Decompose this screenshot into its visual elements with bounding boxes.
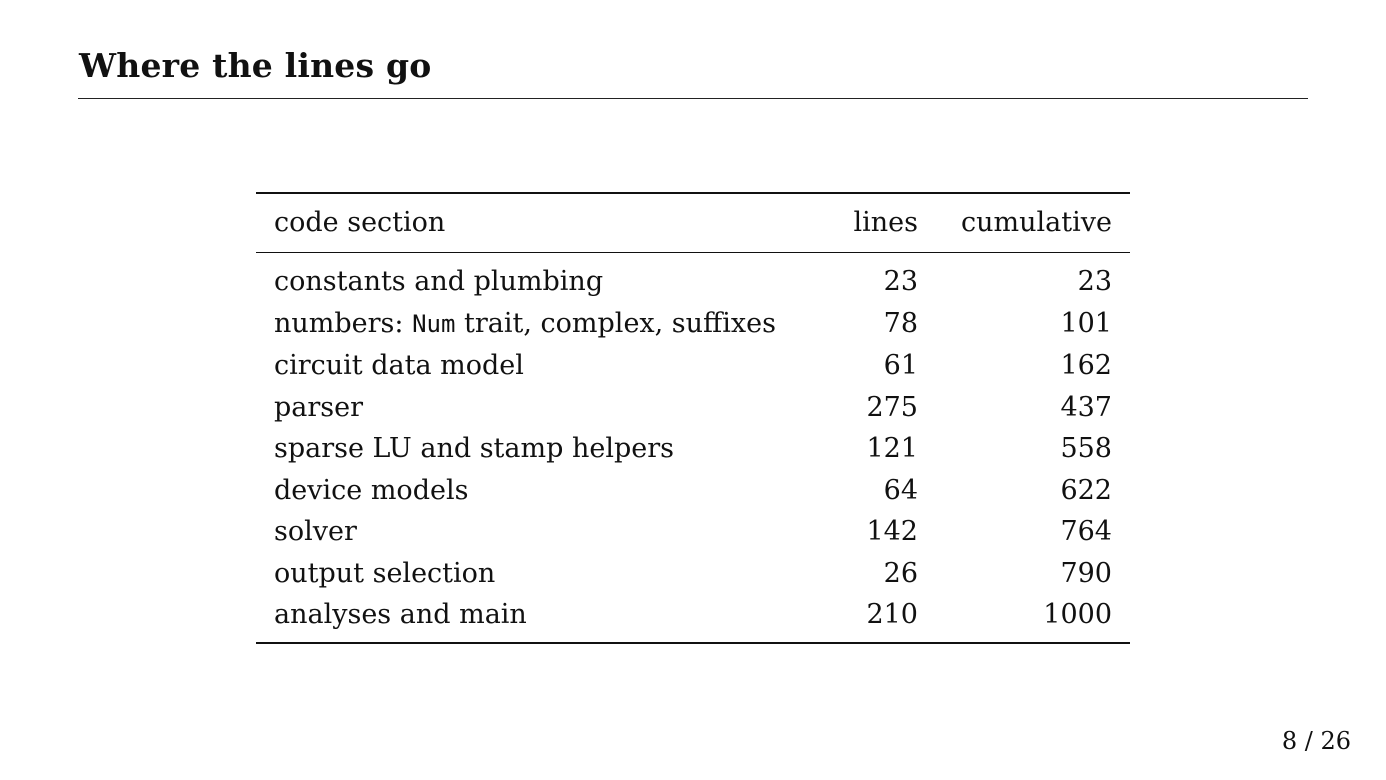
table-row — [256, 470, 1130, 512]
section-text-suffix: trait, complex, suffixes — [455, 307, 776, 339]
table-row — [256, 428, 1130, 470]
header-code-section: code section — [274, 207, 446, 239]
row-section — [256, 345, 852, 387]
section-text: device models — [274, 474, 469, 506]
table-row — [256, 253, 1130, 303]
section-text: analyses and main — [274, 599, 527, 630]
table-row — [256, 387, 1130, 429]
header-lines: lines — [853, 207, 918, 239]
row-cumulative: 101 — [1060, 308, 1112, 339]
table-row — [256, 511, 1130, 553]
row-lines: 23 — [883, 266, 918, 297]
row-lines: 142 — [866, 516, 918, 547]
row-lines: 64 — [883, 474, 918, 506]
table-row — [256, 345, 1130, 387]
table-row — [256, 303, 1130, 346]
row-lines: 26 — [883, 557, 918, 589]
row-cumulative: 1000 — [1043, 599, 1112, 630]
code-lines-table — [256, 192, 1130, 644]
row-section — [256, 594, 852, 643]
header-cumulative: cumulative — [961, 207, 1112, 239]
table-row — [256, 553, 1130, 595]
row-section — [256, 511, 852, 553]
table-body — [256, 253, 1130, 643]
section-code: Num — [412, 309, 456, 338]
row-section — [256, 387, 852, 429]
row-lines: 275 — [866, 391, 918, 423]
code-lines-table-container — [256, 192, 1130, 644]
row-section — [256, 253, 852, 303]
row-lines: 210 — [866, 599, 918, 630]
header-row — [256, 193, 1130, 253]
row-section — [256, 303, 852, 346]
row-lines: 121 — [866, 433, 918, 464]
row-cumulative: 162 — [1060, 350, 1112, 381]
table-row — [256, 594, 1130, 643]
section-text: numbers: — [274, 307, 413, 339]
row-lines: 61 — [883, 350, 918, 381]
section-text: parser — [274, 391, 364, 423]
section-text: circuit data model — [274, 350, 524, 381]
slide-title: Where the lines go — [79, 46, 432, 85]
section-text: solver — [274, 516, 357, 547]
section-text: sparse LU and stamp helpers — [274, 433, 675, 464]
row-section — [256, 428, 852, 470]
row-section — [256, 470, 852, 512]
page-number: 8 / 26 — [1281, 727, 1351, 755]
row-section — [256, 553, 852, 595]
section-text: constants and plumbing — [274, 266, 604, 297]
row-lines: 78 — [883, 308, 918, 339]
section-text: output selection — [274, 557, 496, 589]
row-cumulative: 764 — [1060, 516, 1112, 547]
row-cumulative: 790 — [1060, 557, 1112, 589]
row-cumulative: 558 — [1060, 433, 1112, 464]
table-header — [256, 193, 1130, 253]
row-cumulative: 23 — [1077, 266, 1112, 297]
row-cumulative: 622 — [1060, 474, 1112, 506]
title-rule — [78, 98, 1308, 99]
row-cumulative: 437 — [1060, 391, 1112, 423]
